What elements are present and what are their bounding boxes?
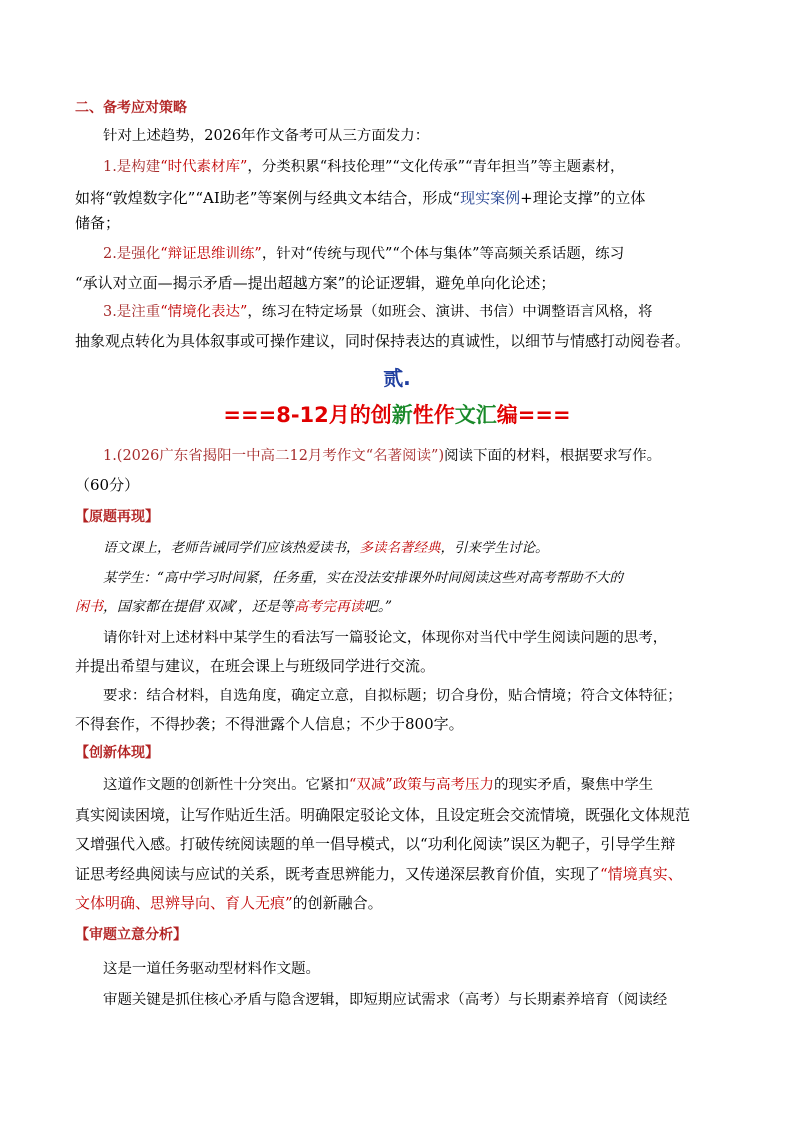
material-paragraph-2-line2: 闲书，国家都在提倡‘双减’，还是等高考完再读吧。” [75,599,393,615]
strategy-item-1-line3: 储备； [75,214,121,232]
innovation-line-1: 这道作文题的创新性十分突出。它紧扣“双减”政策与高考压力的现实矛盾，聚焦中学生 [103,777,654,793]
task-line-1: 请你针对上述材料中某学生的看法写一篇驳论文，体现你对当代中学生阅读问题的思考， [103,630,668,646]
material-paragraph-2: 某学生：“高中学习时间紧，任务重，实在没法安排课外时间阅读这些对高考帮助不大的 [103,570,623,586]
label-analysis: 【审题立意分析】 [75,927,187,943]
question-1: 1.(2026广东省揭阳一中高二12月考作文“名著阅读”)阅读下面的材料，根据要求写作。 [103,448,662,464]
innovation-line-3: 又增强代入感。打破传统阅读题的单一倡导模式，以“功利化阅读”误区为靶子，引导学生辩 [75,835,676,853]
strategy-item-1-line2: 如将“敦煌数字化”“AI助老”等案例与经典文本结合，形成“现实案例+理论支撑”的立体 [75,189,646,207]
strategy-item-1: 1.是构建“时代素材库”，分类积累“科技伦理”“文化传承”“青年担当”等主题素材， [103,159,625,175]
requirements-line-1: 要求：结合材料，自选角度，确定立意，自拟标题；切合身份，贴合情境；符合文体特征； [103,688,682,704]
section-heading: 二、备考应对策略 [75,100,187,116]
strategy-item-2: 2.是强化“辩证思维训练”，针对“传统与现代”“个体与集体”等高频关系话题，练习 [103,246,625,262]
innovation-line-4: 证思考经典阅读与应试的关系，既考查思辨能力，又传递深层教育价值，实现了“情境真实、 [75,865,683,883]
strategy-item-2-line2: “承认对立面—揭示矛盾—提出超越方案”的论证逻辑，避免单向化论述； [75,274,556,292]
label-innovation: 【创新体现】 [75,745,159,761]
label-original-question: 【原题再现】 [75,509,159,525]
analysis-line-2: 审题关键是抓住核心矛盾与隐含逻辑，即短期应试需求（高考）与长期素养培育（阅读经 [103,992,668,1008]
question-1-score: （60分） [75,476,140,494]
innovation-line-2: 真实阅读困境，让写作贴近生活。明确限定驳论文体，且设定班会交流情境，既强化文体规范 [75,806,691,824]
task-line-2: 并提出希望与建议，在班会课上与班级同学进行交流。 [75,657,436,675]
strategy-item-3: 3.是注重“情境化表达”，练习在特定场景（如班会、演讲、书信）中调整语言风格，将 [103,304,653,320]
material-paragraph-1: 语文课上，老师告诫同学们应该热爱读书，多读名著经典，引来学生讨论。 [103,540,549,556]
requirements-line-2: 不得套作，不得抄袭；不得泄露个人信息；不少于800字。 [75,715,464,733]
innovation-line-5: 文体明确、思辨导向、育人无痕”的创新融合。 [75,894,383,912]
part-title: 贰. [383,366,411,390]
strategy-item-3-line2: 抽象观点转化为具体叙事或可操作建议，同时保持表达的真诚性，以细节与情感打动阅卷者。 [75,332,691,350]
intro-paragraph: 针对上述趋势，2026年作文备考可从三方面发力： [103,128,430,144]
collection-title: ===8-12月的创新性作文汇编=== [223,403,571,427]
analysis-line-1: 这是一道任务驱动型材料作文题。 [103,961,321,977]
